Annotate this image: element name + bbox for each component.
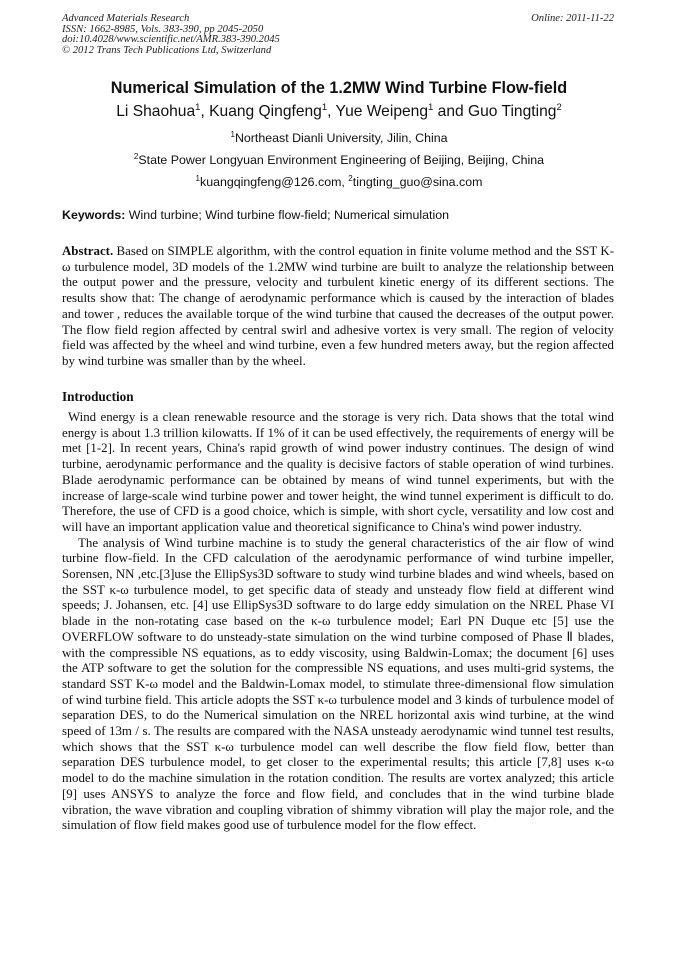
paper-title: Numerical Simulation of the 1.2MW Wind Turbine Flow-field	[110, 79, 568, 97]
introduction-body	[62, 410, 614, 834]
abstract	[62, 244, 614, 370]
email-mark: 2	[348, 174, 353, 183]
author-affiliation-mark: 2	[556, 102, 562, 113]
keywords-label: Keywords:	[62, 208, 126, 222]
abstract-text: Based on SIMPLE algorithm, with the control equation in finite volume method and the SST K-ω turbulence model, 3D models of the 1.2MW wind turbine are built to analyze the relationship between the output power and the pressure, velocity and turbulent kinetic energy of its different sections. The results show that: The change of aerodynamic performance which is caused by the interaction of blades and tower , reduces the available torque of the wind turbine that caused the decreases of the output power. The flow field region affected by central swirl and adhesive vortex is very small. The region of velocity field was affected by the wheel and wind turbine, even a few hundred meters away, but the region affected by wind turbine was smaller than by the wheel.	[62, 244, 614, 368]
doi-line: doi:10.4028/www.scientific.net/AMR.383-390.2045	[62, 34, 280, 45]
author-name: Yue Weipeng	[335, 103, 429, 120]
email-1: kuangqingfeng@126.com	[200, 175, 342, 189]
keywords-text: Wind turbine; Wind turbine flow-field; Numerical simulation	[125, 208, 450, 222]
affiliation-mark: 1	[230, 130, 235, 139]
issn-line: ISSN: 1662-8985, Vols. 383-390, pp 2045-2050	[62, 23, 264, 35]
online-date: Online: 2011-11-22	[531, 13, 614, 24]
copyright-line: © 2012 Trans Tech Publications Ltd, Switzerland	[62, 44, 272, 56]
abstract-label: Abstract.	[62, 244, 114, 258]
author-affiliation-mark: 1	[428, 102, 434, 113]
author-separator: ,	[200, 103, 210, 120]
affiliation-2	[0, 153, 678, 167]
affiliation-text: State Power Longyuan Environment Engineering of Beijing, Beijing, China	[138, 153, 545, 167]
affiliation-1	[0, 131, 678, 145]
paragraph: Wind energy is a clean renewable resource and the storage is very rich. Data shows that the total wind energy is about 1.3 trillion kilowatts. If 1% of it can be used effectively, the requirements of energy will be met [1-2]. In recent years, China's rapid growth of wind power industry continues. The design of wind turbine, aerodynamic performance and the quality is decisive factors of stable operation of wind turbines. Blade aerodynamic performance can be obtained by means of wind tunnel experiments, but with the increase of large-scale wind turbine power and tower height, the wind tunnel experiment is difficult to do. Therefore, the use of CFD is a good choice, which is simple, with short cycle, versatility and low cost and will have an important application value and theoretical significance to China's wind power industry.	[62, 410, 614, 534]
paragraph: The analysis of Wind turbine machine is to study the general characteristics of the air flow of wind turbine flow-field. In the CFD calculation of the aerodynamic performance of wind turbine impeller, Sorensen, NN ,etc.[3]use the EllipSys3D software to study wind turbine blades and wind wheels, based on the SST κ-ω turbulence model, to get specific data of steady and unsteady flow field at different wind speeds; J. Johansen, etc. [4] use EllipSys3D software to do large eddy simulation on the NREL Phase VI blade in the non-rotating case based on the κ-ω turbulence model; Earl PN Duque etc [5] use the OVERFLOW software to do unsteady-state simulation on the wind turbine composed of Phase Ⅱ blades, with the compressible NS equations, as to eddy viscosity, using Baldwin-Lomax; the document [6] uses the ATP software to get the solution for the compressible NS equations, and uses multi-grid systems, the standard SST K-ω model and the Baldwin-Lomax model, to stimulate three-dimensional flow simulation of wind turbine field. This article adopts the SST κ-ω turbulence model and 3 kinds of turbulence model of separation DES, to do the Numerical simulation on the NREL horizontal axis wind turbine, at the wind speed of 13m / s. The results are compared with the NASA unsteady aerodynamic wind tunnel test results, which shows that the SST κ-ω turbulence model can well describe the flow field flow, better than separation DES turbulence model, to get closer to the experimental results; this article [7,8] uses κ-ω model to do the machine simulation in the rotation condition. The results are vortex analyzed; this article [9] uses ANSYS to analyze the force and flow field, and concludes that in the wind turbine blade vibration, the wave vibration and coupling vibration of shimmy vibration will play the major role, and the simulation of flow field makes good use of turbulence model for the flow effect.	[62, 535, 614, 833]
journal-name: Advanced Materials Research	[62, 13, 190, 24]
author-separator: and	[433, 103, 468, 120]
author-affiliation-mark: 1	[321, 102, 328, 113]
email-separator: ,	[341, 175, 349, 189]
journal-header	[62, 14, 280, 56]
author-affiliation-mark: 1	[195, 102, 201, 113]
email-mark: 1	[195, 174, 200, 183]
email-2: tingting_guo@sina.com	[352, 175, 483, 189]
affiliation-mark: 2	[133, 152, 139, 161]
affiliation-text: Northeast Dianli University, Jilin, China	[234, 131, 448, 145]
section-heading-introduction: Introduction	[62, 389, 134, 404]
emails	[0, 175, 678, 189]
author-name: Li Shaohua	[116, 103, 196, 120]
keywords	[62, 208, 449, 222]
author-separator: ,	[327, 103, 336, 120]
author-name: Guo Tingting	[468, 103, 557, 120]
author-name: Kuang Qingfeng	[209, 103, 322, 120]
author-list	[0, 103, 678, 121]
